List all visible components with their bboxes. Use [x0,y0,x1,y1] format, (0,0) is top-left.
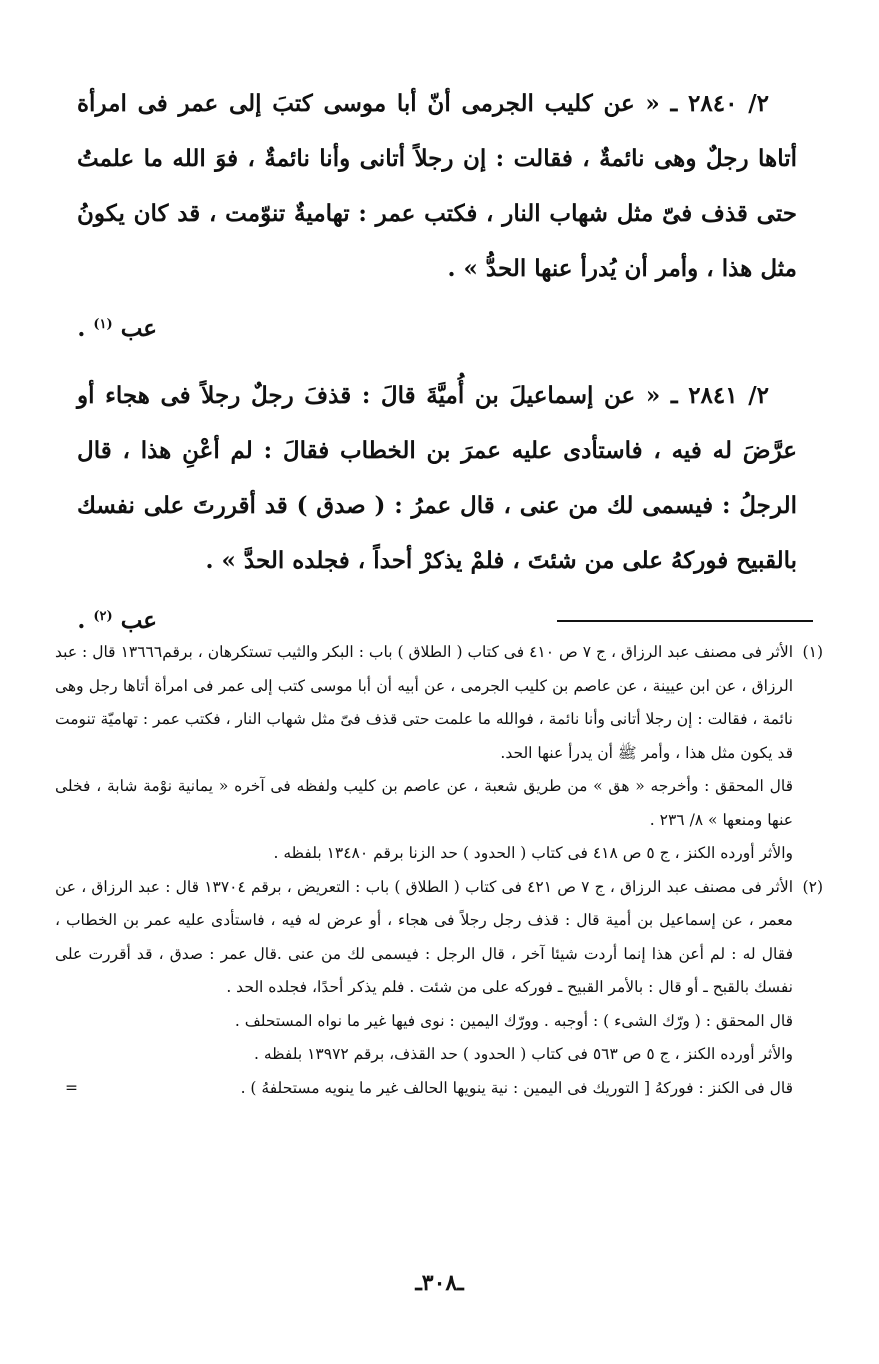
footnote-number: (١) [802,643,823,661]
hadith-2841: ٢/ ٢٨٤١ ـ « عن إسماعيلَ بن أُميَّةَ قالَ : قذفَ رجلٌ رجلاً فى هجاء أو عرَّضَ له فيه ، فاستأدى عليه عمرَ بن الخطاب فقالَ : لم أعْنِ هذا ، قال الرجلُ : فيسمى لك من عنى ، قال عمرُ : ( صدق ) قد أقررتَ على نفسك بالقبيح فوركهُ على من شئتَ ، فلمْ يذكرْ أحداً ، فجلده الحدَّ » . [77,382,797,574]
footnote-1 [55,636,823,871]
continuation-mark: = [65,1078,78,1097]
source-abbrev: عب [120,607,157,634]
footnote-2 [55,871,823,1106]
footnote-text: والأثر أورده الكنز ، ج ٥ ص ٤١٨ فى كتاب ( الحدود ) حد الزنا برقم ١٣٤٨٠ بلفظه . [273,844,793,862]
footnote-number: (٢) [802,877,823,896]
footnote-ref: (٢) [93,609,113,624]
footnote-ref: (١) [93,317,113,332]
footnote-text: قال المحقق : ( ورّك الشىء ) : أوجبه . وورّك اليمين : نوى فيها غير ما نواه المستحلف . [234,1011,793,1030]
main-text [77,76,797,660]
source-abbrev: عب [120,315,157,342]
footnotes [55,636,823,1105]
footnote-text: قال المحقق : وأخرجه « هق » من طريق شعبة ، عن عاصم بن كليب ولفظه فى آخره « يمانية نوْمة شابة ، فخلى عنها ومنعها » ٨/ ٢٣٦ . [55,777,793,829]
footnote-text: قال فى الكنز : فوركهُ [ التوريك فى اليمين : نية ينويها الحالف غير ما ينويه مستحلفهُ ) . [240,1078,793,1097]
page-number: ـ٣٠٨ـ [415,1270,464,1296]
full-stop: . [77,607,86,634]
hadith-2840: ٢/ ٢٨٤٠ ـ « عن كليب الجرمى أنّ أبا موسى كتبَ إلى عمر فى امرأة أتاها رجلٌ وهى نائمةٌ ، فقالت : إن رجلاً أتانى وأنا نائمةٌ ، فوَ الله ما علمتُ حتى قذف فىّ مثل شهاب النار ، فكتب عمر : تهاميةٌ تنوّمت ، قد كان يكونُ مثل هذا ، وأمر أن يُدرأ عنها الحدُّ » . [77,90,797,282]
footnote-separator [557,620,813,622]
footnote-text: الأثر فى مصنف عبد الرزاق ، ج ٧ ص ٤١٠ فى كتاب ( الطلاق ) باب : البكر والثيب تستكرهان ، برقم١٣٦٦٦ قال : عبد الرزاق ، عن ابن عيينة ، عن عاصم بن كليب الجرمى ، عن أبيه أن أبا موسى كتب إلى عمر فى امرأة أتاها رجل وهى نائمة ، فقالت : إن رجلا أتانى وأنا نائمة ، فوالله ما علمت حتى قذف فىّ مثل شهاب النار ، فكتب عمر : تهاميّة تنومت قد يكون مثل هذا ، وأمر ﷺ أن يدرأ عنها الحد. [55,643,794,762]
full-stop: . [77,315,86,342]
hadith-2840-source [77,302,797,352]
footnote-text: والأثر أورده الكنز ، ج ٥ ص ٥٦٣ فى كتاب ( الحدود ) حد القذف، برقم ١٣٩٧٢ بلفظه . [254,1045,793,1063]
footnote-text: الأثر فى مصنف عبد الرزاق ، ج ٧ ص ٤٢١ فى كتاب ( الطلاق ) باب : التعريض ، برقم ١٣٧٠٤ قال : عبد الرزاق ، عن معمر ، عن إسماعيل بن أمية قال : قذف رجل رجلاً فى هجاء ، أو عرض له فيه ، فاستأدى عليه عمر بن الخطاب ، فقال له : لم أعن هذا إنما أردت شيئا آخر ، قال الرجل : فيسمى لك من عنى .قال عمر : صدق ، قد أقررت على نفسك بالقبح ـ أو قال : بالأمر القبيح ـ فوركه على من شئت . فلم يذكر أحدًا، فجلده الحد . [55,877,793,996]
